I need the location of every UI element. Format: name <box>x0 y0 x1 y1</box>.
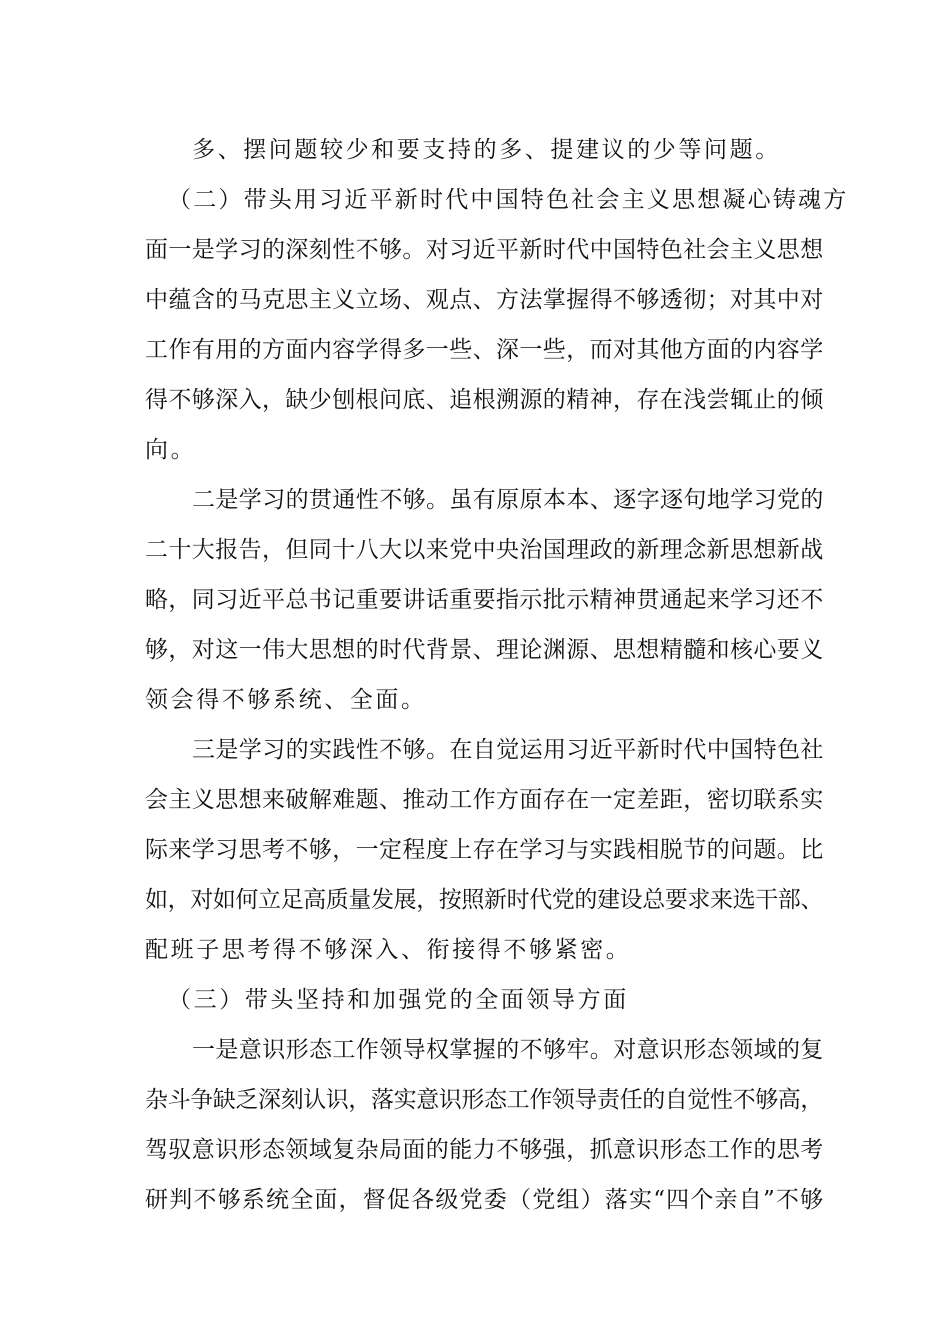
text-line: 如，对如何立足高质量发展，按照新时代党的建设总要求来选干部、 <box>145 887 824 913</box>
text-line: 三是学习的实践性不够。在自觉运用习近平新时代中国特色社 <box>192 737 824 763</box>
section-heading: （二）带头用习近平新时代中国特色社会主义思想凝心铸魂方 <box>168 187 848 213</box>
section-heading: （三）带头坚持和加强党的全面领导方面 <box>168 987 629 1013</box>
text-line: 会主义思想来破解难题、推动工作方面存在一定差距，密切联系实 <box>145 787 824 813</box>
text-line: 研判不够系统全面，督促各级党委（党组）落实“四个亲自”不够 <box>145 1187 825 1213</box>
text-line: 中蕴含的马克思主义立场、观点、方法掌握得不够透彻；对其中对 <box>145 287 824 313</box>
text-line: 领会得不够系统、全面。 <box>145 687 427 713</box>
text-line: 驾驭意识形态领域复杂局面的能力不够强，抓意识形态工作的思考 <box>145 1137 824 1163</box>
text-line: 多、摆问题较少和要支持的多、提建议的少等问题。 <box>192 137 781 163</box>
text-line: 一是意识形态工作领导权掌握的不够牢。对意识形态领域的复 <box>192 1037 824 1063</box>
text-line: 工作有用的方面内容学得多一些、深一些，而对其他方面的内容学 <box>145 337 824 363</box>
text-line: 得不够深入，缺少刨根问底、追根溯源的精神，存在浅尝辄止的倾 <box>145 387 824 413</box>
text-line: 二十大报告，但同十八大以来党中央治国理政的新理念新思想新战 <box>145 537 824 563</box>
text-line: 际来学习思考不够，一定程度上存在学习与实践相脱节的问题。比 <box>145 837 824 863</box>
text-line: 向。 <box>145 437 197 463</box>
text-line: 杂斗争缺乏深刻认识，落实意识形态工作领导责任的自觉性不够高， <box>145 1087 824 1113</box>
text-line: 够，对这一伟大思想的时代背景、理论渊源、思想精髓和核心要义 <box>145 637 824 663</box>
text-line: 面一是学习的深刻性不够。对习近平新时代中国特色社会主义思想 <box>145 237 824 263</box>
text-line: 二是学习的贯通性不够。虽有原原本本、逐字逐句地学习党的 <box>192 487 824 513</box>
text-line: 配班子思考得不够深入、衔接得不够紧密。 <box>145 937 632 963</box>
text-line: 略，同习近平总书记重要讲话重要指示批示精神贯通起来学习还不 <box>145 587 824 613</box>
